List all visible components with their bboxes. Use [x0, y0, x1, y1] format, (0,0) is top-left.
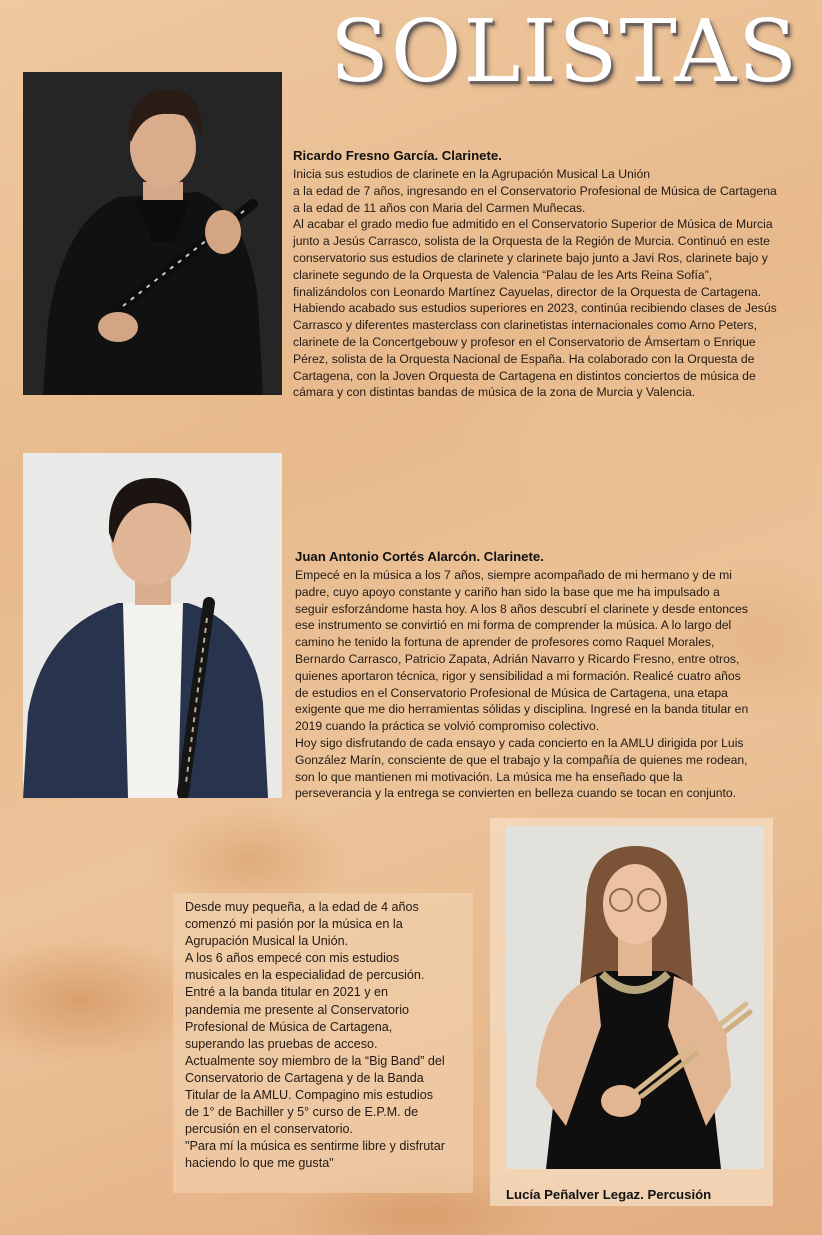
bio-line: clarinete de la Concertgebouw y profesor en el Conservatorio de Ámsertam o Enrique — [293, 334, 756, 349]
bio-line: musicales en la especialidad de percusión. — [185, 968, 425, 983]
bio-line: Al acabar el grado medio fue admitido en el Conservatorio Superior de Música de Murcia — [293, 217, 773, 232]
bio-line: González Marín, consciente de que el trabajo y la compañía de quienes me rodean, — [295, 752, 748, 767]
bio-line: ese instrumento se convirtió en mi forma de comprender la música. A lo largo del — [295, 618, 732, 633]
bio-line: finalizándolos con Leonardo Martínez Cayuelas, director de la Orquesta de Cartagena. — [293, 284, 762, 299]
bio-line: junto a Jesús Carrasco, solista de la Orquesta de la Región de Murcia. Continuó en este — [293, 234, 770, 249]
bio-line: Actualmente soy miembro de la “Big Band” del — [185, 1053, 445, 1068]
bio-line: Empecé en la música a los 7 años, siempre acompañado de mi hermano y de mi — [295, 568, 732, 582]
soloist-bio-ricardo — [293, 147, 793, 401]
bio-line: Entré a la banda titular en 2021 y en — [185, 985, 389, 1000]
bio-line: A los 6 años empecé con mis estudios — [185, 951, 400, 966]
bio-line: percusión en el conservatorio. — [185, 1122, 354, 1137]
bio-line: pandemia me presente al Conservatorio — [185, 1002, 410, 1017]
bio-line: Habiendo acabado sus estudios superiores en 2023, continúa recibiendo clases de Jesús — [293, 301, 777, 316]
bio-line: superando las pruebas de acceso. — [185, 1036, 378, 1051]
page-title: SOLISTAS — [330, 2, 800, 102]
bio-line: seguir esforzándome hasta hoy. A los 8 años descubrí el clarinete y desde entonces — [295, 601, 749, 616]
soloist-bio-lucia — [173, 893, 473, 1193]
bio-line: cámara y con distintas bandas de música de la zona de Murcia y Valencia. — [293, 385, 696, 400]
soloist-photo-juan-antonio — [23, 453, 282, 798]
bio-line: a la edad de 11 años con Maria del Carmen Muñecas. — [293, 200, 586, 215]
bio-line: Agrupación Musical la Unión. — [185, 934, 349, 949]
soloist-name-lucia: Lucía Peñalver Legaz. Percusión — [506, 1187, 712, 1202]
bio-line: Profesional de Música de Cartagena, — [185, 1019, 393, 1034]
bio-line: Desde muy pequeña, a la edad de 4 años — [185, 900, 419, 914]
bio-line: Carrasco y diferentes masterclass con clarinetistas internacionales como Arno Peters, — [293, 318, 758, 333]
soloist-photo-lucia — [506, 826, 764, 1169]
bio-line: padre, cuyo apoyo constante y cariño han sido la base que me ha impulsado a — [295, 584, 720, 599]
bio-line: "Para mí la música es sentirme libre y disfrutar — [185, 1139, 445, 1154]
bio-line: Conservatorio de Cartagena y de la Banda — [185, 1070, 424, 1085]
bio-line: Cartagena, con la Joven Orquesta de Cartagena en distintos conciertos de música de — [293, 368, 756, 383]
bio-line: quienes aportaron técnica, rigor y sensibilidad a mi formación. Realicé cuatro años — [295, 668, 741, 683]
soloist-name: Juan Antonio Cortés Alarcón. Clarinete. — [295, 549, 544, 564]
bio-line: exigente que me dio herramientas sólidas y disciplina. Ingresé en la banda titular en — [295, 702, 749, 717]
bio-line: 2019 cuando la práctica se volvió compromiso colectivo. — [295, 719, 600, 734]
soloist-photo-ricardo — [23, 72, 282, 395]
bio-line: son lo que mantienen mi motivación. La música me ha enseñado que la — [295, 769, 683, 784]
bio-line: comenzó mi pasión por la música en la — [185, 917, 403, 932]
bio-line: haciendo lo que me gusta" — [185, 1156, 334, 1171]
bio-line: de 1° de Bachiller y 5° curso de E.P.M. de — [185, 1105, 419, 1120]
bio-line: conservatorio sus estudios de clarinete y clarinete bajo junto a Javi Ros, clarinete bajo y — [293, 250, 768, 265]
bio-line: Pérez, solista de la Orquesta Nacional de España. Ha colaborado con la Orquesta de — [293, 351, 755, 366]
bio-line: Titular de la AMLU. Compagino mis estudios — [185, 1088, 434, 1103]
soloist-bio-juan-antonio — [295, 548, 775, 802]
bio-line: Bernardo Carrasco, Patricio Zapata, Adrián Navarro y Ricardo Fresno, entre otros, — [295, 651, 740, 666]
bio-line: Inicia sus estudios de clarinete en la Agrupación Musical La Unión — [293, 167, 651, 181]
soloist-name: Ricardo Fresno García. Clarinete. — [293, 148, 502, 163]
bio-line: perseverancia y la entrega se convierten en belleza cuando se tocan en conjunto. — [295, 786, 737, 801]
bio-line: Hoy sigo disfrutando de cada ensayo y cada concierto en la AMLU dirigida por Luis — [295, 735, 744, 750]
bio-line: camino he tenido la fortuna de aprender de profesores como Raquel Morales, — [295, 635, 715, 650]
bio-line: de estudios en el Conservatorio Profesional de Música de Cartagena, una etapa — [295, 685, 728, 700]
bio-line: clarinete segundo de la Orquesta de Valencia “Palau de les Arts Reina Sofía”, — [293, 267, 713, 282]
bio-line: a la edad de 7 años, ingresando en el Conservatorio Profesional de Música de Cartagena — [293, 183, 777, 198]
